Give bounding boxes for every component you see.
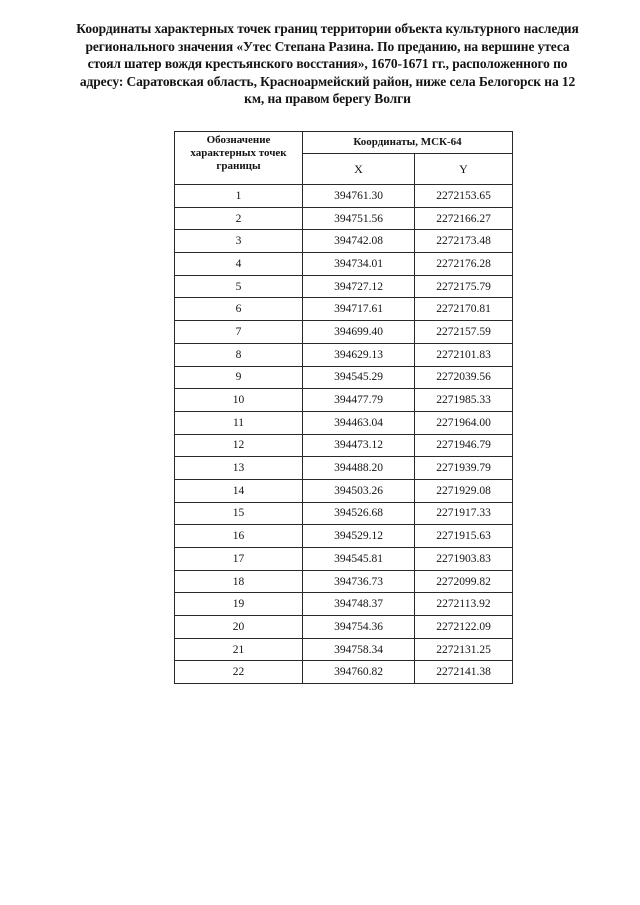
table-row (175, 479, 513, 502)
table-row (175, 207, 513, 230)
table-row (175, 185, 513, 208)
y-column-header: Y (415, 154, 513, 185)
y-coordinate-cell: 2271985.33 (415, 389, 513, 412)
x-coordinate-cell: 394727.12 (303, 275, 415, 298)
x-coordinate-cell: 394751.56 (303, 207, 415, 230)
y-coordinate-cell: 2272141.38 (415, 661, 513, 684)
table-body (175, 185, 513, 684)
x-coordinate-cell: 394545.81 (303, 548, 415, 571)
y-coordinate-cell: 2272039.56 (415, 366, 513, 389)
point-designation-header: Обозначение характерных точек границы (175, 132, 303, 185)
y-coordinate-cell: 2271917.33 (415, 502, 513, 525)
point-number-cell: 22 (175, 661, 303, 684)
x-coordinate-cell: 394529.12 (303, 525, 415, 548)
point-number-cell: 20 (175, 616, 303, 639)
y-coordinate-cell: 2272175.79 (415, 275, 513, 298)
point-number-cell: 13 (175, 457, 303, 480)
table-row (175, 411, 513, 434)
y-coordinate-cell: 2272113.92 (415, 593, 513, 616)
table-row (175, 389, 513, 412)
point-number-cell: 10 (175, 389, 303, 412)
x-coordinate-cell: 394736.73 (303, 570, 415, 593)
table-row (175, 616, 513, 639)
table-row (175, 593, 513, 616)
y-coordinate-cell: 2272101.83 (415, 343, 513, 366)
x-coordinate-cell: 394545.29 (303, 366, 415, 389)
point-number-cell: 8 (175, 343, 303, 366)
point-number-cell: 7 (175, 321, 303, 344)
point-number-cell: 19 (175, 593, 303, 616)
table-row (175, 321, 513, 344)
y-coordinate-cell: 2271939.79 (415, 457, 513, 480)
x-coordinate-cell: 394760.82 (303, 661, 415, 684)
x-column-header: X (303, 154, 415, 185)
table-row (175, 434, 513, 457)
y-coordinate-cell: 2272157.59 (415, 321, 513, 344)
y-coordinate-cell: 2271946.79 (415, 434, 513, 457)
coordinates-table (174, 131, 513, 684)
y-coordinate-cell: 2271929.08 (415, 479, 513, 502)
point-number-cell: 18 (175, 570, 303, 593)
point-number-cell: 12 (175, 434, 303, 457)
y-coordinate-cell: 2271903.83 (415, 548, 513, 571)
y-coordinate-cell: 2271964.00 (415, 411, 513, 434)
table-row (175, 548, 513, 571)
point-number-cell: 5 (175, 275, 303, 298)
table-row (175, 366, 513, 389)
x-coordinate-cell: 394477.79 (303, 389, 415, 412)
x-coordinate-cell: 394742.08 (303, 230, 415, 253)
table-row (175, 661, 513, 684)
y-coordinate-cell: 2272170.81 (415, 298, 513, 321)
point-number-cell: 1 (175, 185, 303, 208)
point-number-cell: 14 (175, 479, 303, 502)
x-coordinate-cell: 394503.26 (303, 479, 415, 502)
y-coordinate-cell: 2272153.65 (415, 185, 513, 208)
point-number-cell: 11 (175, 411, 303, 434)
point-number-cell: 16 (175, 525, 303, 548)
x-coordinate-cell: 394758.34 (303, 638, 415, 661)
point-number-cell: 3 (175, 230, 303, 253)
table-row (175, 570, 513, 593)
table-row (175, 275, 513, 298)
y-coordinate-cell: 2272173.48 (415, 230, 513, 253)
y-coordinate-cell: 2272099.82 (415, 570, 513, 593)
x-coordinate-cell: 394717.61 (303, 298, 415, 321)
point-number-cell: 9 (175, 366, 303, 389)
table-row (175, 253, 513, 276)
x-coordinate-cell: 394463.04 (303, 411, 415, 434)
point-number-cell: 4 (175, 253, 303, 276)
y-coordinate-cell: 2272166.27 (415, 207, 513, 230)
x-coordinate-cell: 394488.20 (303, 457, 415, 480)
x-coordinate-cell: 394473.12 (303, 434, 415, 457)
point-number-cell: 21 (175, 638, 303, 661)
table-row (175, 230, 513, 253)
x-coordinate-cell: 394526.68 (303, 502, 415, 525)
y-coordinate-cell: 2272122.09 (415, 616, 513, 639)
x-coordinate-cell: 394699.40 (303, 321, 415, 344)
table-row (175, 343, 513, 366)
x-coordinate-cell: 394734.01 (303, 253, 415, 276)
y-coordinate-cell: 2271915.63 (415, 525, 513, 548)
table-row (175, 457, 513, 480)
table-row (175, 298, 513, 321)
point-number-cell: 6 (175, 298, 303, 321)
point-number-cell: 15 (175, 502, 303, 525)
x-coordinate-cell: 394754.36 (303, 616, 415, 639)
document-heading: Координаты характерных точек границ территории объекта культурного наследия регионального значения «Утес Степана Разина. По преданию, на вершине утеса стоял шатер вождя крестьянского восстания», 1670-1671 гг., расположенного по адресу: Саратовская область, Красноармейский район, ниже села Белогорск на 12 км, на правом берегу Волги (76, 21, 579, 106)
point-number-cell: 2 (175, 207, 303, 230)
point-number-cell: 17 (175, 548, 303, 571)
table-row (175, 638, 513, 661)
x-coordinate-cell: 394748.37 (303, 593, 415, 616)
table-row (175, 525, 513, 548)
y-coordinate-cell: 2272176.28 (415, 253, 513, 276)
x-coordinate-cell: 394761.30 (303, 185, 415, 208)
table-row (175, 502, 513, 525)
coordinates-group-header: Координаты, МСК-64 (303, 132, 513, 154)
y-coordinate-cell: 2272131.25 (415, 638, 513, 661)
x-coordinate-cell: 394629.13 (303, 343, 415, 366)
